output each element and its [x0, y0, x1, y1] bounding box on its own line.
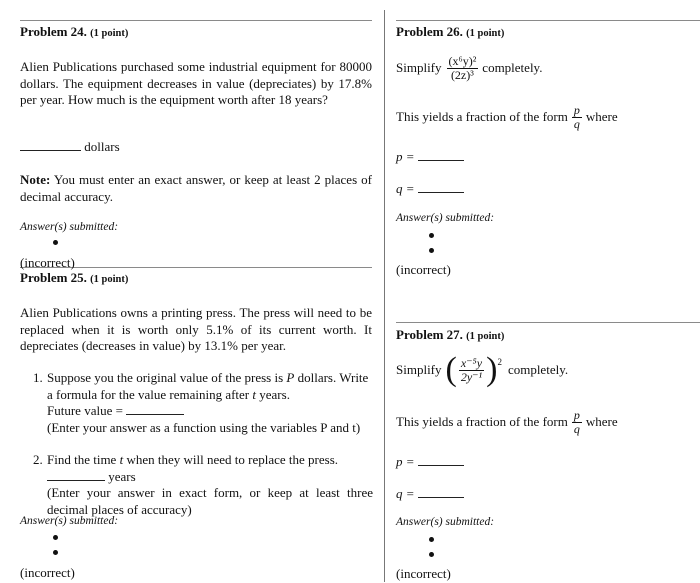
problem-26-yields	[396, 104, 618, 131]
problem-27-answer-bullet-1	[429, 537, 434, 542]
problem-27-simplify: Simplify	[396, 361, 442, 377]
problem-26-q-label: q =	[396, 181, 415, 196]
problem-25-title	[20, 270, 128, 286]
problem-27-q-input[interactable]	[418, 486, 464, 498]
right-top-rule	[396, 20, 700, 21]
problem-24-answer-input[interactable]	[20, 139, 81, 151]
problem-25-q2-var-t: t	[119, 452, 124, 467]
problem-27-form-q: q	[573, 422, 580, 436]
problem-25-submitted: Answer(s) submitted:	[20, 515, 119, 527]
problem-25-future-label: Future value =	[47, 403, 123, 419]
problem-26-answer-bullet-2	[429, 248, 434, 253]
problem-27-numerator: x⁻⁵y	[460, 355, 483, 370]
problem-24-points: (1 point)	[90, 28, 129, 39]
problem-26-where: where	[585, 109, 618, 125]
problem-25-status: (incorrect)	[20, 565, 75, 580]
left-top-rule	[20, 20, 372, 21]
right-mid-rule	[396, 322, 700, 323]
problem-25-years-unit: years	[108, 468, 136, 484]
problem-25-body: Alien Publications owns a printing press. The press will need to be replaced when it is worth only 5.1% of its current worth. It depreciates (decreases in value) by 13.1% per year.	[20, 305, 372, 354]
problem-24-note-label: Note:	[20, 172, 51, 187]
problem-26-fraction	[447, 55, 479, 82]
problem-26-form-p: p	[573, 103, 580, 117]
problem-25-answer-bullet-2	[53, 550, 58, 555]
column-divider	[384, 10, 385, 582]
problem-26-points: (1 point)	[466, 28, 505, 39]
problem-27-denominator: 2y⁻¹	[460, 369, 483, 384]
problem-25-var-P: P	[286, 370, 295, 385]
problem-26-p-row	[396, 149, 464, 166]
problem-25-q1-hint: (Enter your answer as a function using the variables P and t)	[47, 419, 361, 435]
problem-25-years-input[interactable]	[47, 469, 105, 481]
problem-25-q1-line2: a formula for the value remaining after	[47, 386, 250, 402]
problem-27-status: (incorrect)	[396, 566, 451, 581]
problem-27-title	[396, 327, 504, 343]
problem-26-q-row	[396, 181, 464, 198]
problem-24-note-text: You must enter an exact answer, or keep at least 2 places of decimal accuracy.	[20, 172, 372, 204]
problem-24-answer-bullet	[53, 240, 58, 245]
problem-25-q1-line1b: dollars. Write	[297, 370, 369, 385]
problem-25-q1-line2b: years.	[259, 386, 290, 402]
problem-26-form-fraction	[572, 104, 582, 131]
problem-24-label: Problem 24.	[20, 24, 87, 39]
problem-26-simplify: Simplify	[396, 60, 442, 76]
problem-27-expression	[396, 351, 569, 388]
problem-25-q2-hint: (Enter your answer in exact form, or keep at least three decimal places of accuracy)	[47, 485, 373, 517]
problem-25-q2	[47, 452, 373, 518]
problem-24-status: (incorrect)	[20, 255, 75, 270]
problem-25-q2-line1: Find the time	[47, 452, 117, 467]
problem-24-answer-row	[20, 139, 120, 156]
problem-25-q2-line1b: when they will need to replace the press.	[126, 452, 339, 467]
problem-26-title	[396, 24, 504, 40]
problem-26-submitted: Answer(s) submitted:	[396, 212, 495, 224]
problem-26-label: Problem 26.	[396, 24, 463, 39]
problem-27-submitted: Answer(s) submitted:	[396, 516, 495, 528]
problem-27-form-fraction	[572, 409, 582, 436]
problem-27-yields-text: This yields a fraction of the form	[396, 414, 568, 430]
problem-27-right-paren: )	[486, 351, 498, 388]
problem-24-body: Alien Publications purchased some industrial equipment for 80000 dollars. The equipment decreases in value (depreciates) by 17.8% per year. How much is the equipment worth after 18 years?	[20, 59, 372, 108]
problem-26-p-label: p =	[396, 149, 415, 164]
problem-25-future-input[interactable]	[126, 403, 184, 415]
problem-27-completely: completely.	[507, 361, 569, 377]
problem-26-p-input[interactable]	[418, 149, 464, 161]
problem-26-numerator: (x⁶y)²	[448, 54, 477, 68]
problem-27-fraction	[459, 357, 484, 384]
problem-27-label: Problem 27.	[396, 327, 463, 342]
problem-26-status: (incorrect)	[396, 262, 451, 277]
problem-26-form-q: q	[573, 117, 580, 131]
problem-27-where: where	[585, 414, 618, 430]
problem-25-label: Problem 25.	[20, 270, 87, 285]
problem-24-note	[20, 172, 372, 205]
problem-26-completely: completely.	[482, 60, 543, 76]
problem-27-p-label: p =	[396, 454, 415, 469]
problem-26-q-input[interactable]	[418, 181, 464, 193]
problem-27-p-input[interactable]	[418, 454, 464, 466]
problem-24-unit: dollars	[84, 139, 120, 154]
problem-24-title	[20, 24, 128, 40]
problem-27-left-paren: (	[445, 351, 457, 388]
problem-27-form-p: p	[573, 408, 580, 422]
problem-25-var-t: t	[252, 386, 257, 402]
problem-25-points: (1 point)	[90, 274, 129, 285]
problem-27-q-label: q =	[396, 486, 415, 501]
problem-27-yields	[396, 409, 618, 436]
problem-27-power: 2	[497, 357, 502, 367]
problem-25-q1-number: 1.	[33, 370, 43, 385]
problem-24-submitted: Answer(s) submitted:	[20, 221, 119, 233]
problem-26-answer-bullet-1	[429, 233, 434, 238]
problem-26-expression	[396, 55, 542, 82]
problem-25-q2-number: 2.	[33, 452, 43, 467]
problem-26-yields-text: This yields a fraction of the form	[396, 109, 568, 125]
problem-26-denominator: (2z)³	[450, 68, 474, 82]
problem-25-answer-bullet-1	[53, 535, 58, 540]
problem-25-q1	[47, 370, 373, 436]
problem-27-answer-bullet-2	[429, 552, 434, 557]
problem-27-points: (1 point)	[466, 331, 505, 342]
problem-27-q-row	[396, 486, 464, 503]
problem-27-p-row	[396, 454, 464, 471]
problem-25-q1-line1: Suppose you the original value of the press is	[47, 370, 284, 385]
